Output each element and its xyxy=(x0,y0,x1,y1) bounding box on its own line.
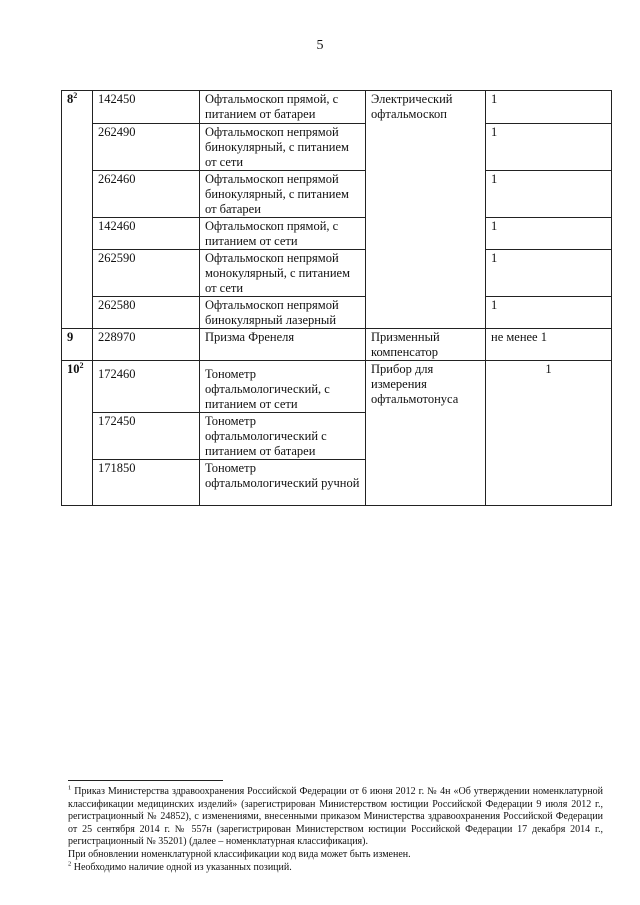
code-cell: 262460 xyxy=(93,171,200,218)
row-number: $10^2$ xyxy=(62,361,93,506)
page-number: 5 xyxy=(316,38,324,53)
row-number: 9 xyxy=(62,329,93,361)
name-cell: Тонометр офтальмологический ручной xyxy=(200,460,366,506)
code-cell: 262590 xyxy=(93,250,200,297)
qty-cell: 1 xyxy=(486,171,612,218)
name-cell: Офтальмоскоп непрямой бинокулярный, с питанием от батареи xyxy=(200,171,366,218)
qty-cell: 1 xyxy=(486,91,612,124)
footnotes xyxy=(68,786,603,874)
type-cell: Призменный компенсатор xyxy=(366,329,486,361)
table-row xyxy=(62,171,612,218)
code-cell: 228970 xyxy=(93,329,200,361)
table-row xyxy=(62,361,612,413)
code-cell: 142450 xyxy=(93,91,200,124)
type-cell: Электрический офтальмоскоп xyxy=(366,91,486,329)
footnote-1: $^1$ Приказ Министерства здравоохранения Российской Федерации от 6 июня 2012 г. № 4н «Об утверждении номенклатурной классификации медицинских изделий» (зарегистрирован Министерством юстиции Российской Федерации 9 июля 2012 г., регистрационный № 24852), с изменениями, внесенными приказом Министерства здравоохранения Российской Федерации от 25 сентября 2014 г. № 557н (зарегистрирован Министерством юстиции Российской Федерации 17 декабря 2014 г., регистрационный № 35201) (далее – номенклатурная классификация). xyxy=(68,784,603,848)
code-cell: 262580 xyxy=(93,297,200,329)
table-row xyxy=(62,124,612,171)
type-cell: Прибор для измерения офтальмотонуса xyxy=(366,361,486,506)
name-cell: Офтальмоскоп непрямой монокулярный, с питанием от сети xyxy=(200,250,366,297)
table-row xyxy=(62,297,612,329)
qty-cell: 1 xyxy=(486,218,612,250)
qty-cell: 1 xyxy=(486,361,612,506)
code-cell: 262490 xyxy=(93,124,200,171)
code-cell: 172450 xyxy=(93,413,200,460)
qty-cell: 1 xyxy=(486,250,612,297)
name-cell: Офтальмоскоп прямой, с питанием от батареи xyxy=(200,91,366,124)
code-cell: 172460 xyxy=(93,361,200,413)
name-cell: Тонометр офтальмологический, с питанием от сети xyxy=(200,361,366,413)
table-row xyxy=(62,250,612,297)
code-cell: 171850 xyxy=(93,460,200,506)
qty-cell: не менее 1 xyxy=(486,329,612,361)
equipment-table xyxy=(61,90,612,506)
footnote-2: $^2$ Необходимо наличие одной из указанных позиций. xyxy=(68,860,292,873)
table-row xyxy=(62,329,612,361)
name-cell: Офтальмоскоп непрямой бинокулярный лазерный xyxy=(200,297,366,329)
table-row xyxy=(62,218,612,250)
footnote-divider xyxy=(68,780,223,781)
table-row xyxy=(62,91,612,124)
name-cell: Призма Френеля xyxy=(200,329,366,361)
code-cell: 142460 xyxy=(93,218,200,250)
name-cell: Офтальмоскоп непрямой бинокулярный, с питанием от сети xyxy=(200,124,366,171)
row-number: $8^2$ xyxy=(62,91,93,329)
name-cell: Тонометр офтальмологический с питанием от батареи xyxy=(200,413,366,460)
qty-cell: 1 xyxy=(486,124,612,171)
name-cell: Офтальмоскоп прямой, с питанием от сети xyxy=(200,218,366,250)
qty-cell: 1 xyxy=(486,297,612,329)
footnote-1-extra: При обновлении номенклатурной классификации код вида может быть изменен. xyxy=(68,848,411,860)
